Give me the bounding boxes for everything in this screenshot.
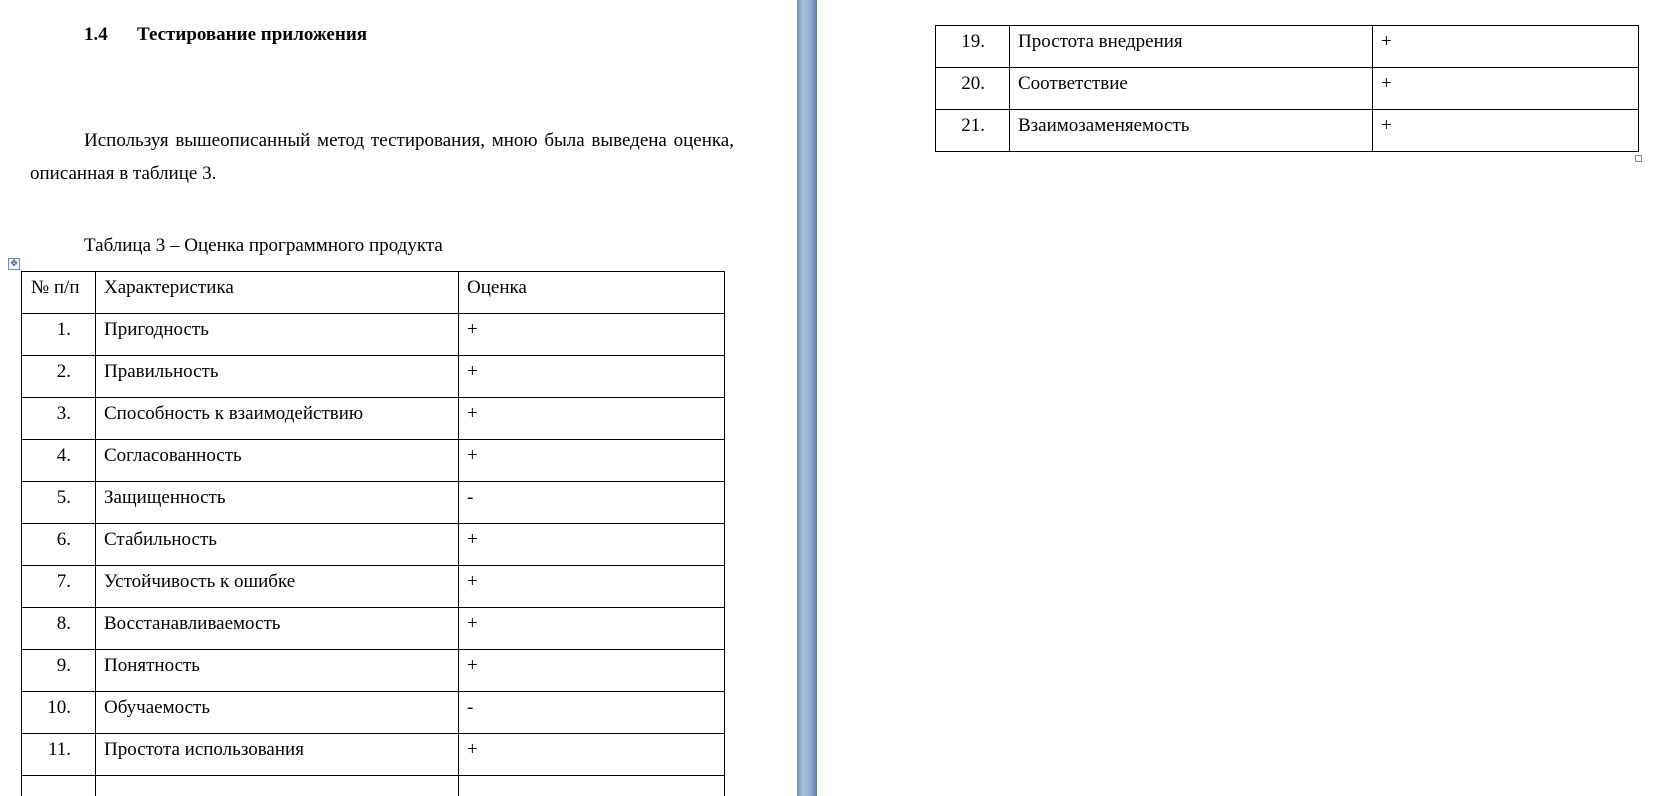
table-row bbox=[936, 68, 1639, 110]
row-number[interactable]: 1. bbox=[22, 314, 96, 356]
table-header-row bbox=[22, 272, 725, 314]
row-score[interactable]: + bbox=[459, 524, 725, 566]
row-number[interactable]: 2. bbox=[22, 356, 96, 398]
row-characteristic[interactable]: Стабильность bbox=[96, 524, 459, 566]
section-number: 1.4 bbox=[84, 24, 108, 45]
table-row bbox=[22, 314, 725, 356]
table-row bbox=[22, 608, 725, 650]
row-score[interactable]: - bbox=[459, 692, 725, 734]
table-row bbox=[22, 482, 725, 524]
table-row bbox=[22, 650, 725, 692]
row-number[interactable]: 21. bbox=[936, 110, 1010, 152]
row-score[interactable]: + bbox=[459, 734, 725, 776]
row-number[interactable]: 3. bbox=[22, 398, 96, 440]
table-row-partial bbox=[22, 776, 725, 796]
row-score[interactable]: + bbox=[459, 608, 725, 650]
table-move-handle-icon[interactable]: ✥ bbox=[8, 258, 20, 270]
header-score[interactable]: Оценка bbox=[459, 272, 725, 314]
table-row bbox=[22, 566, 725, 608]
body-paragraph: Используя вышеописанный метод тестирования, мною была выведена оценка, описанная в таблице 3. bbox=[30, 130, 734, 184]
row-characteristic[interactable]: Соответствие bbox=[1010, 68, 1373, 110]
table-resize-handle[interactable] bbox=[1635, 155, 1642, 162]
table-caption: Таблица 3 – Оценка программного продукта bbox=[84, 235, 443, 256]
row-characteristic[interactable]: Понятность bbox=[96, 650, 459, 692]
header-characteristic[interactable]: Характеристика bbox=[96, 272, 459, 314]
row-number[interactable]: 5. bbox=[22, 482, 96, 524]
evaluation-table-continuation bbox=[935, 25, 1639, 152]
page-separator bbox=[797, 0, 817, 796]
row-score[interactable]: + bbox=[1373, 26, 1639, 68]
evaluation-table bbox=[21, 271, 725, 796]
row-characteristic[interactable]: Пригодность bbox=[96, 314, 459, 356]
row-number[interactable]: 7. bbox=[22, 566, 96, 608]
row-characteristic[interactable]: Восстанавливаемость bbox=[96, 608, 459, 650]
row-number[interactable] bbox=[22, 776, 96, 796]
row-score[interactable]: - bbox=[459, 482, 725, 524]
row-number[interactable]: 19. bbox=[936, 26, 1010, 68]
row-score[interactable]: + bbox=[459, 356, 725, 398]
header-number[interactable]: № п/п bbox=[22, 272, 96, 314]
table-row bbox=[22, 356, 725, 398]
row-score[interactable]: + bbox=[459, 398, 725, 440]
row-characteristic[interactable]: Обучаемость bbox=[96, 692, 459, 734]
section-heading bbox=[84, 24, 367, 46]
row-number[interactable]: 9. bbox=[22, 650, 96, 692]
document-page-left[interactable] bbox=[0, 0, 797, 796]
row-number[interactable]: 4. bbox=[22, 440, 96, 482]
row-characteristic[interactable]: Способность к взаимодействию bbox=[96, 398, 459, 440]
row-number[interactable]: 10. bbox=[22, 692, 96, 734]
row-score[interactable]: + bbox=[459, 440, 725, 482]
table-row bbox=[22, 524, 725, 566]
row-characteristic[interactable] bbox=[96, 776, 459, 796]
row-score[interactable]: + bbox=[459, 566, 725, 608]
row-characteristic[interactable]: Взаимозаменяемость bbox=[1010, 110, 1373, 152]
table-row bbox=[22, 734, 725, 776]
row-characteristic[interactable]: Правильность bbox=[96, 356, 459, 398]
row-number[interactable]: 6. bbox=[22, 524, 96, 566]
row-characteristic[interactable]: Согласованность bbox=[96, 440, 459, 482]
row-score[interactable]: + bbox=[1373, 110, 1639, 152]
document-page-right[interactable] bbox=[817, 0, 1671, 796]
section-title: Тестирование приложения bbox=[137, 24, 368, 45]
row-number[interactable]: 20. bbox=[936, 68, 1010, 110]
row-number[interactable]: 8. bbox=[22, 608, 96, 650]
row-score[interactable]: + bbox=[459, 650, 725, 692]
row-score[interactable]: + bbox=[459, 314, 725, 356]
row-number[interactable]: 11. bbox=[22, 734, 96, 776]
table-row bbox=[936, 110, 1639, 152]
row-characteristic[interactable]: Простота использования bbox=[96, 734, 459, 776]
table-row bbox=[936, 26, 1639, 68]
table-row bbox=[22, 692, 725, 734]
table-row bbox=[22, 440, 725, 482]
table-row bbox=[22, 398, 725, 440]
row-score[interactable] bbox=[459, 776, 725, 796]
row-score[interactable]: + bbox=[1373, 68, 1639, 110]
row-characteristic[interactable]: Защищенность bbox=[96, 482, 459, 524]
row-characteristic[interactable]: Устойчивость к ошибке bbox=[96, 566, 459, 608]
row-characteristic[interactable]: Простота внедрения bbox=[1010, 26, 1373, 68]
